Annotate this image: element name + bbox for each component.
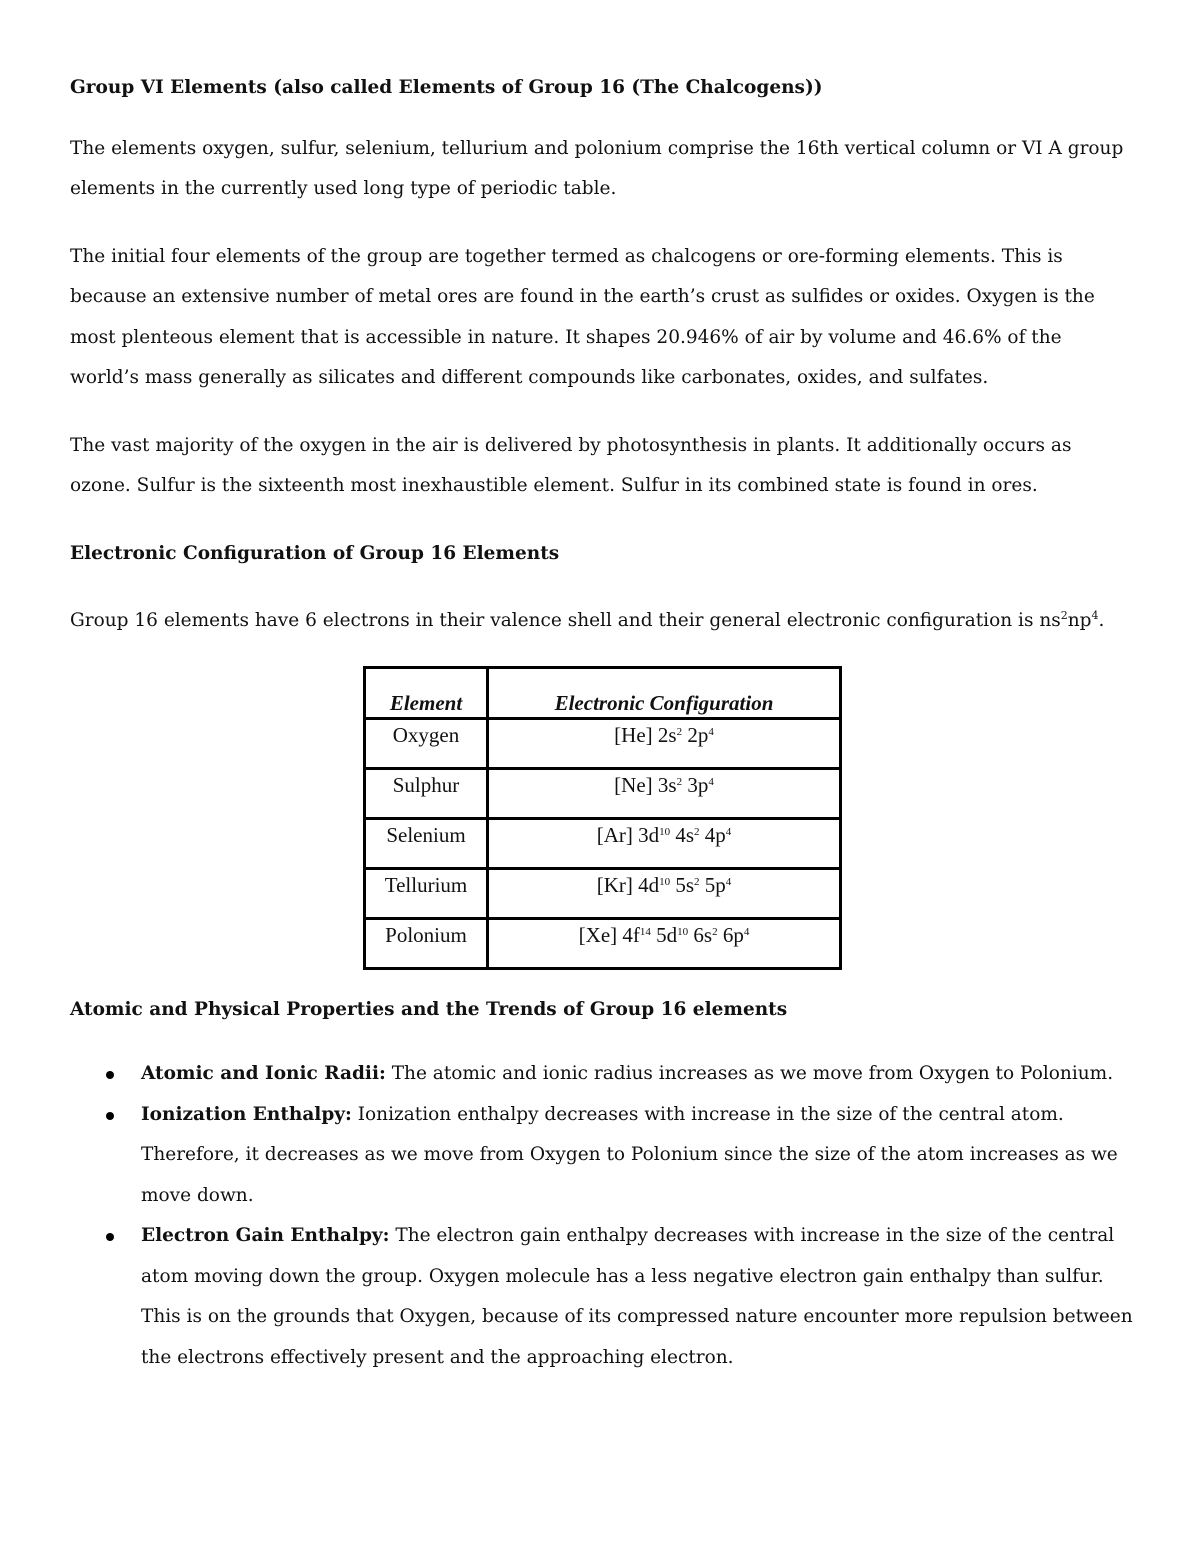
bullet-icon [106,1233,114,1241]
list-item [70,1054,1135,1095]
element-name: Oxygen [392,722,460,747]
element-name-cell [365,768,488,818]
config-superscript: 14 [639,925,651,938]
config-part: 5p [699,872,726,897]
config-sup-2: 4 [1091,609,1099,622]
config-table-body [365,718,841,968]
table-row [365,718,841,768]
table-header-row [365,667,841,718]
element-name: Selenium [386,822,466,847]
config-part: [Ne] 3s [614,772,677,797]
electronic-configuration-cell [488,718,841,768]
config-superscript: 4 [708,725,714,738]
electronic-configuration [489,720,839,749]
electronic-configuration [489,920,839,949]
element-name: Polonium [385,922,467,947]
property-text: Ionization enthalpy decreases with increase in the size of the central atom. Therefore, it decreases as we move from Oxygen to Polonium since the size of the atom increases as we move down. [141,1103,1118,1206]
property-label: Atomic and Ionic Radii: [141,1063,386,1084]
property-text: The electron gain enthalpy decreases with increase in the size of the central atom moving down the group. Oxygen molecule has a less negative electron gain enthalpy than sulfur. This is on the grounds that Oxygen, because of its compressed nature encounter more repulsion between the electrons effectively present and the approaching electron. [141,1225,1133,1368]
config-superscript: 4 [725,825,732,838]
electronic-configuration [489,770,839,799]
config-end: . [1098,610,1105,631]
config-part: 2p [682,722,709,747]
config-heading: Electronic Configuration of Group 16 Elements [70,542,560,564]
element-name-cell [365,868,488,918]
config-part: 5d [650,922,678,947]
config-superscript: 2 [694,825,700,838]
element-name: Sulphur [392,772,460,797]
config-sup-1: 2 [1060,609,1068,622]
electronic-configuration-cell [488,818,841,868]
config-part: 3p [682,772,709,797]
list-item [70,1216,1135,1378]
table-row [365,768,841,818]
element-name: Tellurium [384,872,468,897]
config-superscript: 2 [676,775,683,788]
config-mid: np [1067,610,1092,631]
bullet-icon [106,1071,114,1079]
electronic-configuration-cell [488,868,841,918]
config-part: 6s [688,922,713,947]
config-superscript: 10 [659,825,671,838]
element-name-cell [365,818,488,868]
table-row [365,818,841,868]
list-item [70,1095,1135,1217]
config-table [363,666,842,970]
properties-heading: Atomic and Physical Properties and the Trends of Group 16 elements [70,998,788,1020]
chalcogens-paragraph: The initial four elements of the group are together termed as chalcogens or ore-forming elements. This is because an extensive number of metal ores are found in the earth’s crust as sulfides or oxides. Oxygen is the most plenteous element that is accessible in nature. It shapes 20.946% of air by volume and 46.6% of the world’s mass generally as silicates and different compounds like carbonates, oxides, and sulfates. [70,245,1095,388]
config-part: [He] 2s [614,722,677,747]
config-superscript: 2 [676,725,683,738]
config-table-wrapper [70,666,1135,970]
config-superscript: 10 [677,925,689,938]
config-superscript: 4 [708,775,714,788]
config-part: 4s [670,822,695,847]
config-part: 6p [717,922,744,947]
property-label: Ionization Enthalpy: [141,1103,352,1125]
electronic-configuration [489,820,839,849]
bullet-icon [106,1112,114,1120]
element-name-cell [365,718,488,768]
config-part: 4p [699,822,726,847]
config-part: 5s [670,872,695,897]
document-page [70,68,1135,1378]
intro-paragraph: The elements oxygen, sulfur, selenium, tellurium and polonium comprise the 16th vertical column or VI A group elements in the currently used long type of periodic table. [70,137,1124,199]
table-row [365,868,841,918]
electronic-configuration [489,870,839,899]
config-superscript: 4 [743,925,750,938]
electronic-configuration-cell [488,918,841,968]
config-superscript: 2 [712,925,718,938]
header-configuration: Electronic Configuration [488,667,841,718]
properties-list [70,1054,1135,1378]
table-row [365,918,841,968]
electronic-configuration-cell [488,768,841,818]
config-part: [Ar] 3d [596,822,660,847]
header-element: Element [365,667,488,718]
config-superscript: 2 [694,875,700,888]
config-part: [Xe] 4f [578,922,640,947]
config-paragraph [70,601,1135,642]
property-text: The atomic and ionic radius increases as we move from Oxygen to Polonium. [385,1063,1114,1084]
config-text: Group 16 elements have 6 electrons in their valence shell and their general electronic configuration is ns [70,610,1061,631]
config-part: [Kr] 4d [596,872,660,897]
config-superscript: 4 [725,875,732,888]
oxygen-sulfur-paragraph: The vast majority of the oxygen in the air is delivered by photosynthesis in plants. It additionally occurs as ozone. Sulfur is the sixteenth most inexhaustible element. Sulfur in its combined state is found in ores. [70,434,1072,496]
property-label: Electron Gain Enthalpy: [141,1225,390,1246]
element-name-cell [365,918,488,968]
document-title: Group VI Elements (also called Elements of Group 16 (The Chalcogens)) [70,77,823,98]
config-superscript: 10 [659,875,671,888]
